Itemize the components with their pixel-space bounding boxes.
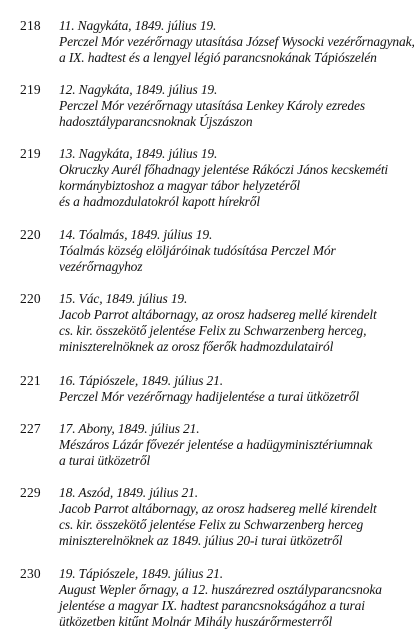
entry-heading: 18. Aszód, 1849. július 21. [59, 485, 198, 500]
entry-line: ütközetben kitűnt Molnár Mihály huszárőrmesterről [59, 614, 333, 629]
entry-text [59, 291, 411, 355]
entry-text [59, 146, 411, 210]
entry-text [59, 485, 411, 549]
entry-line: Jacob Parrot altábornagy, az orosz hadsereg mellé kirendelt [59, 307, 377, 322]
page-number: 230 [20, 566, 41, 581]
entry-line: a IX. hadtest és a lengyel légió parancsnokának Tápiószelén [59, 50, 377, 65]
entry-line: Tóalmás község elöljáróinak tudósítása Perczel Mór [59, 243, 336, 258]
page-number: 221 [20, 373, 41, 388]
entry-line: Mészáros Lázár fővezér jelentése a hadügyminisztériumnak [59, 437, 373, 452]
entry-line: Perczel Mór vezérőrnagy utasítása József Wysocki vezérőrnagynak, [59, 34, 415, 49]
entry-heading: 13. Nagykáta, 1849. július 19. [59, 146, 218, 161]
entry-heading: 16. Tápiószele, 1849. július 21. [59, 373, 223, 388]
entry-line: Perczel Mór vezérőrnagy utasítása Lenkey Károly ezredes [59, 98, 365, 113]
entry-line: Perczel Mór vezérőrnagy hadijelentése a turai ütközetről [59, 389, 360, 404]
entry-text [59, 18, 415, 66]
entry-text [59, 373, 411, 405]
entry-heading: 12. Nagykáta, 1849. július 19. [59, 82, 218, 97]
entry-text [59, 227, 411, 275]
entry-line: Okruczky Aurél főhadnagy jelentése Rákóczi János kecskeméti [59, 162, 389, 177]
entry-line: a turai ütközetről [59, 453, 151, 468]
page-number: 229 [20, 485, 41, 500]
entry-text [59, 566, 411, 630]
entry-text [59, 421, 411, 469]
entry-line: August Wepler őrnagy, a 12. huszárezred osztályparancsnoka [59, 582, 382, 597]
entry-line: miniszterelnöknek az 1849. július 20-i turai ütközetről [59, 533, 343, 548]
entry-text [59, 82, 411, 130]
page-number: 219 [20, 146, 41, 161]
page-number: 227 [20, 421, 41, 436]
entry-line: cs. kir. összekötő jelentése Felix zu Schwarzenberg herceg [59, 517, 364, 532]
entry-line: vezérőrnagyhoz [59, 259, 143, 274]
entry-heading: 11. Nagykáta, 1849. július 19. [59, 18, 217, 33]
page-number: 220 [20, 291, 41, 306]
entry-line: hadosztályparancsnoknak Újszászon [59, 114, 253, 129]
entry-line: miniszterelnöknek az orosz főerők hadmozdulatairól [59, 339, 334, 354]
entry-line: kormánybiztoshoz a magyar tábor helyzetéről [59, 178, 301, 193]
entry-line: Jacob Parrot altábornagy, az orosz hadsereg mellé kirendelt [59, 501, 377, 516]
entry-heading: 15. Vác, 1849. július 19. [59, 291, 188, 306]
page-number: 220 [20, 227, 41, 242]
entry-heading: 17. Abony, 1849. július 21. [59, 421, 200, 436]
entry-line: és a hadmozdulatokról kapott hírekről [59, 194, 260, 209]
entry-heading: 19. Tápiószele, 1849. július 21. [59, 566, 223, 581]
entry-line: jelentése a magyar IX. hadtest parancsnokságához a turai [59, 598, 365, 613]
page-number: 219 [20, 82, 41, 97]
entry-heading: 14. Tóalmás, 1849. július 19. [59, 227, 213, 242]
entry-line: cs. kir. összekötő jelentése Felix zu Schwarzenberg herceg, [59, 323, 367, 338]
page-number: 218 [20, 18, 41, 33]
